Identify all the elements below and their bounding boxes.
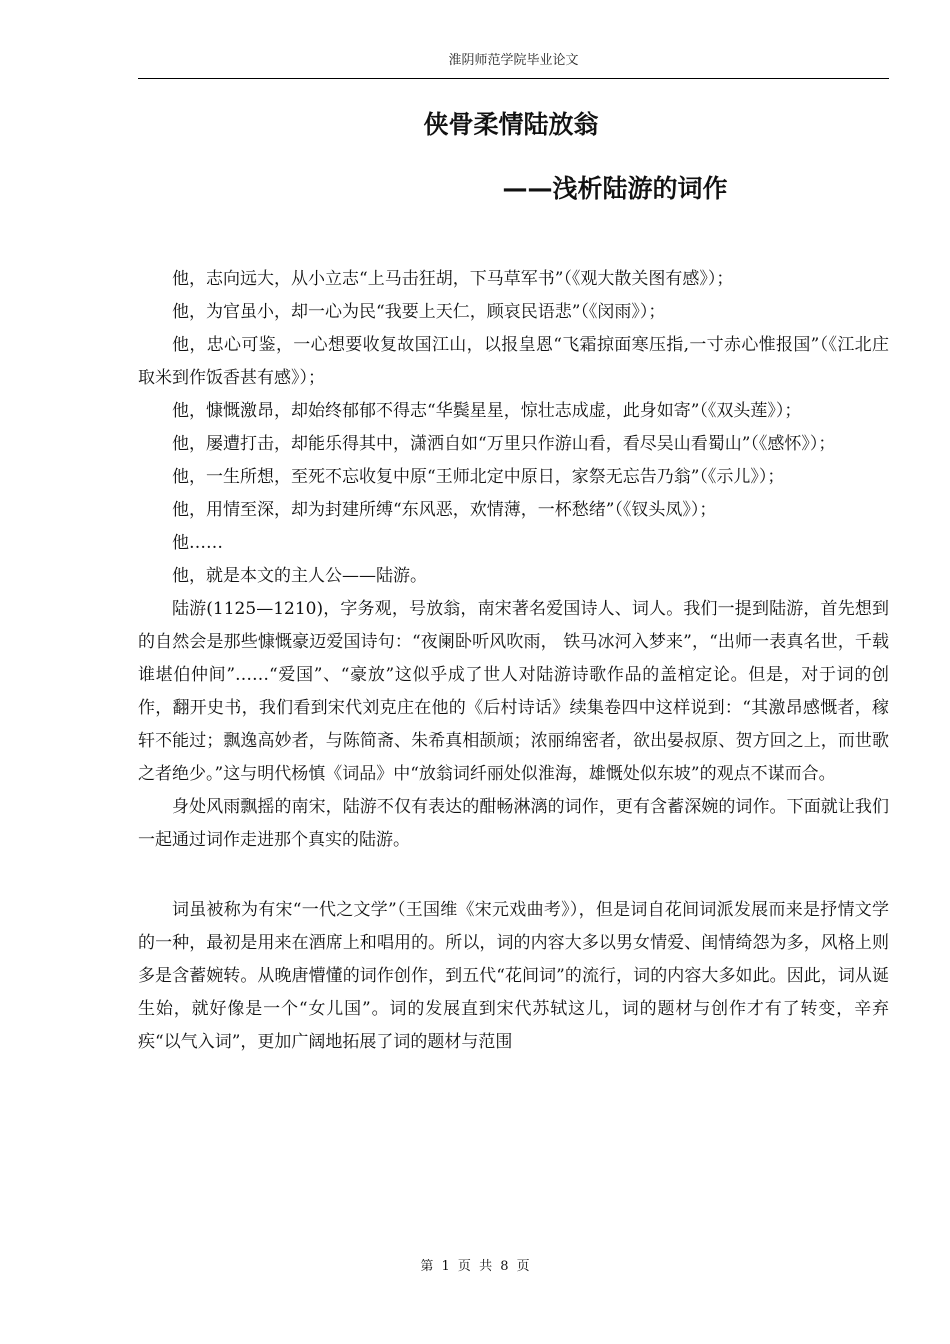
- paragraph: 他……: [172, 533, 223, 553]
- footer-page-label: 第: [420, 1259, 434, 1274]
- footer-page-unit: 页: [457, 1259, 471, 1274]
- header-rule: [138, 78, 889, 79]
- paragraph: 他，为官虽小，却一心为民“我要上天仁，顾哀民语悲”（《闵雨》）；: [172, 302, 666, 322]
- page-header: 淮阴师范学院毕业论文: [448, 53, 579, 68]
- main-title: 侠骨柔情陆放翁: [423, 110, 599, 139]
- footer-total-unit: 页: [516, 1259, 530, 1274]
- page-footer: [0, 1258, 950, 1276]
- footer-total-label: 共: [479, 1259, 493, 1274]
- paragraph: 他，用情至深，却为封建所缚“东风恶，欢情薄，一杯愁绪”（《钗头凤》）；: [172, 500, 717, 520]
- paragraph-gap: [138, 857, 889, 894]
- paragraph: 他，志向远大，从小立志“上马击狂胡，下马草军书”（《观大散关图有感》）；: [172, 269, 734, 289]
- paragraph: 陆游(1125—1210)，字务观，号放翁，南宋著名爱国诗人、词人。我们一提到陆游，首先想到的自然会是那些慷慨豪迈爱国诗句：“夜阑卧听风吹雨， 铁马冰河入梦来”，“出师一表真名世，千载谁堪伯仲间”……“爱国”、“豪放”这似乎成了世人对陆游诗歌作品的盖棺定论。但是，对于词的创作，翻开史书，我们看到宋代刘克庄在他的《后村诗话》续集卷四中这样说到：“其激昂感慨者，稼轩不能过；飘逸高妙者，与陈简斋、朱希真相颉颃；浓丽绵密者，欲出晏叔原、贺方回之上，而世歌之者绝少。”这与明代杨慎《词品》中“放翁词纤丽处似淮海，雄慨处似东坡”的观点不谋而合。: [138, 599, 889, 784]
- paragraph: 他，慷慨激昂，却始终郁郁不得志“华鬓星星，惊壮志成虚，此身如寄”（《双头莲》）；: [172, 401, 802, 421]
- paragraph: 身处风雨飘摇的南宋，陆游不仅有表达的酣畅淋漓的词作，更有含蓄深婉的词作。下面就让我们一起通过词作走进那个真实的陆游。: [138, 797, 889, 850]
- paragraph: 词虽被称为有宋“一代之文学”（王国维《宋元戏曲考》），但是词自花间词派发展而来是抒情文学的一种，最初是用来在酒席上和唱用的。所以，词的内容大多以男女情爱、闺情绮怨为多，风格上则多是含蓄婉转。从晚唐懵懂的词作创作，到五代“花间词”的流行，词的内容大多如此。因此，词从诞生始，就好像是一个“女儿国”。词的发展直到宋代苏轼这儿，词的题材与创作才有了转变，辛弃疾“以气入词”，更加广阔地拓展了词的题材与范围: [138, 900, 889, 1052]
- subtitle: ——浅析陆游的词作: [502, 174, 728, 203]
- footer-total-pages: 8: [500, 1259, 509, 1274]
- paragraph: 他，一生所想，至死不忘收复中原“王师北定中原日，家祭无忘告乃翁”（《示儿》）；: [172, 467, 785, 487]
- footer-page-number: 1: [441, 1259, 450, 1274]
- paragraph: 他，忠心可鉴，一心想要收复故国江山，以报皇恩“飞霜掠面寒压指,一寸赤心惟报国”（《江北庄取米到作饭香甚有感》）；: [138, 335, 889, 388]
- body-text: [138, 263, 889, 1059]
- paragraph: 他，就是本文的主人公——陆游。: [172, 566, 427, 586]
- paragraph: 他，屡遭打击，却能乐得其中，潇洒自如“万里只作游山看，看尽吴山看蜀山”（《感怀》）；: [172, 434, 836, 454]
